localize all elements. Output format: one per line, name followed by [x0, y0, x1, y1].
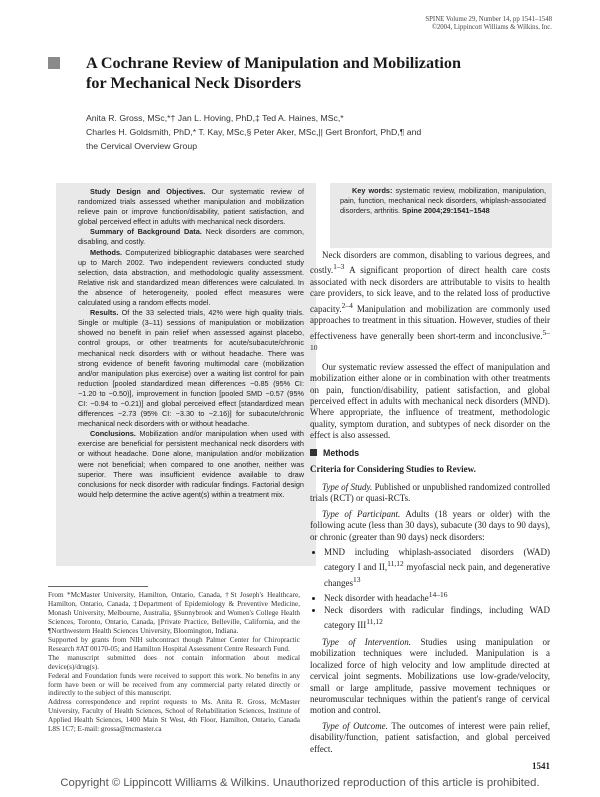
abstract-design-text: Our systematic review of randomized trials assessed whether manipulation and mobilization relieve pain or improve function/disability, patient satisfaction, and global perceived effect in adults with mechanical neck disorders. — [78, 187, 304, 227]
bullet-text: MND including whiplash-associated disorders (WAD) category I and II, — [324, 546, 550, 573]
keywords — [340, 186, 546, 216]
abstract-conclusions-text: Mobilization and/or manipulation when used with exercise are beneficial for persistent mechanical neck disorders with or without headache. Done alone, manipulation and/or mobilization were not beneficial; when compared to one another, neither was superior. There was insufficient evidence available to draw conclusions for neck disorder with radicular findings. Factorial design would help determine the active agent(s) within a treatment mix. — [78, 429, 304, 499]
type-of-outcome-text: The outcomes of interest were pain relief, disability/function, patient satisfaction, and global perceived effect. — [310, 720, 550, 754]
footnote-support: Supported by grants from NIH subcontract though Palmer Center for Chiropractic Research #AT 00170-05; and Hamilton Hospital Assessment Centre Research Fund. — [48, 635, 300, 653]
journal-citation: SPINE Volume 29, Number 14, pp 1541–1548 — [425, 16, 552, 23]
type-of-outcome — [310, 721, 550, 755]
authors-line-1: Anita R. Gross, MSc,*† Jan L. Hoving, PhD,‡ Ted A. Haines, MSc,* — [86, 113, 344, 123]
intro-paragraph-2: Our systematic review assessed the effect of manipulation and mobilization either alone or in combination with other treatments on pain, function/disability, patient satisfaction, and global perceived effect in adults with mechanical neck disorders (MND). Where appropriate, the influence of treatment, methodologic quality, symptom duration, and subtypes of neck disorder on the effect is also assessed. — [310, 361, 550, 441]
body-column — [310, 250, 550, 759]
abstract-methods-text: Computerized bibliographic databases were searched up to March 2002. Two independent reviewers conducted study selection, data abstraction, and methodologic quality assessment. Relative risk and standardized mean differences were calculated. In the absence of heterogeneity, pooled effect measures were calculated using a random effects model. — [78, 247, 304, 308]
title-marker-square — [48, 57, 60, 69]
intro-text-b: A significant proportion of direct health care costs associated with neck disorders are attributable to visits to health care providers, to sick leave, and to the related loss of productive capacity. — [310, 265, 550, 314]
intro-text-c: Manipulation and mobilization are commonly used approaches to treatment in this situation. However, studies of their effectiveness have generally been short-term and inconclusive. — [310, 303, 550, 341]
type-of-participant-label: Type of Participant. — [322, 508, 401, 519]
criteria-heading: Criteria for Considering Studies to Review. — [310, 464, 476, 475]
ref-superscript: 1–3 — [333, 262, 345, 272]
title-line-2: for Mechanical Neck Disorders — [86, 74, 302, 92]
bullet-text: Neck disorders with radicular findings, including WAD category III — [324, 604, 550, 631]
section-marker-square — [310, 449, 317, 456]
type-of-study-label: Type of Study. — [322, 481, 373, 492]
abstract-design — [78, 187, 304, 227]
type-of-study — [310, 482, 550, 505]
list-item — [324, 605, 550, 632]
keywords-citation: Spine 2004;29:1541–1548 — [402, 206, 490, 216]
page-number: 1541 — [532, 761, 550, 771]
type-of-intervention-label: Type of Intervention. — [322, 636, 412, 647]
abstract-methods — [78, 248, 304, 309]
footnote-funds: Federal and Foundation funds were received to support this work. No benefits in any form have been or will be received from any commercial party related directly or indirectly to the subject of this manuscript. — [48, 671, 300, 698]
intro-text-a: Neck disorders are common, disabling to various degrees, and costly. — [310, 250, 550, 276]
abstract-methods-heading: Methods. — [90, 247, 123, 257]
abstract-conclusions — [78, 429, 304, 500]
keywords-heading: Key words: — [352, 186, 393, 195]
abstract-background-heading: Summary of Background Data. — [90, 227, 202, 237]
abstract-background-data — [78, 227, 304, 247]
list-item — [324, 547, 550, 589]
type-of-study-text: Published or unpublished randomized controlled trials (RCT) or quasi-RCTs. — [310, 481, 551, 504]
bullet-text: myofascial neck pain, and degenerative changes — [324, 562, 551, 588]
ref-superscript: 13 — [353, 574, 361, 584]
type-of-intervention-text: Studies using manipulation or mobilization techniques were included. Manipulation is a localized force of high velocity and low amplitude directed at cervical joint segments. Mobilizations use low-grade/velocity, small or large amplitude, passive movement techniques or neuromuscular techniques within the patient's range of cervical motion and control. — [310, 636, 551, 716]
abstract-conclusions-heading: Conclusions. — [90, 429, 136, 439]
type-of-participant — [310, 509, 550, 543]
running-head — [425, 16, 552, 33]
participant-list — [310, 547, 550, 632]
authors-line-2: Charles H. Goldsmith, PhD,* T. Kay, MSc,§ Peter Aker, MSc,|| Gert Bronfort, PhD,¶ and — [86, 127, 422, 137]
ref-superscript: 2–4 — [341, 300, 353, 310]
footnotes — [48, 591, 300, 734]
intro-paragraph-1 — [310, 250, 550, 358]
abstract-results — [78, 308, 304, 429]
abstract-results-heading: Results. — [90, 308, 119, 318]
footnote-affiliations: From *McMaster University, Hamilton, Ontario, Canada, †St Joseph's Healthcare, Hamilton, Ontario, Canada, ‡Department of Epidemiology & Preventive Medicine, Monash University, Melbourne, Australia, §Sunnybrook and Women's College Health Sciences, Toronto, Ontario, Canada, ||Private Practice, Belleville, California, and the ¶Northwestern Health Sciences University, Bloomington, Indiana. — [48, 591, 300, 635]
abstract-design-heading: Study Design and Objectives. — [90, 187, 206, 196]
type-of-intervention — [310, 637, 550, 717]
footnote-divider — [48, 586, 148, 587]
title-line-1: A Cochrane Review of Manipulation and Mobilization — [86, 54, 462, 72]
keywords-text: systematic review, mobilization, manipulation, pain, function, mechanical neck disorders, whiplash-associated disorders, arthritis. — [340, 186, 546, 216]
methods-heading-text: Methods — [323, 447, 360, 458]
footnote-device: The manuscript submitted does not contain information about medical device(s)/drug(s). — [48, 653, 300, 671]
copyright-notice: Copyright © Lippincott Williams & Wilkins. Unauthorized reproduction of this article is prohibited. — [60, 777, 540, 789]
footnote-correspondence: Address correspondence and reprint requests to Ms. Anita R. Gross, McMaster University, Faculty of Health Sciences, School of Rehabilitation Sciences, Institute of Applied Health Sciences, 1400 Main St West, 4th Floor, Hamilton, Ontario, Canada L8S 1C7; E-mail: grossa@mcmaster.ca — [48, 698, 300, 734]
list-item — [324, 589, 550, 604]
article-title — [86, 53, 506, 93]
ref-superscript: 11,12 — [387, 559, 404, 569]
authors-line-3: the Cervical Overview Group — [86, 141, 198, 151]
bullet-text: Neck disorder with headache — [324, 593, 429, 604]
ref-superscript: 11,12 — [366, 617, 383, 627]
abstract-results-text: Of the 33 selected trials, 42% were high quality trials. Single or multiple (3–11) sessions of manipulation or mobilization showed no benefit in pain relief when assessed against placebo, control groups, or other treatments for acute/subacute/chronic mechanical neck disorders with or without headache. There was strong evidence of benefit favoring multimodal care (mobilization and/or manipulation plus exercise) over a waiting list control for pain reduction [pooled standardized mean differences −0.85 (95% CI: −1.20 to −0.50)], improvement in function [pooled SMD −0.57 (95% CI: −0.94 to −0.21)] and global perceived effect [standardized mean differences −2.73 (95% CI: −3.30 to −2.16)] for subacute/chronic mechanical neck disorders with or without headache. — [78, 308, 304, 429]
ref-superscript: 5–10 — [310, 327, 550, 353]
abstract — [78, 187, 304, 500]
publisher-copyright: ©2004, Lippincott Williams & Wilkins, Inc. — [431, 24, 552, 32]
methods-heading — [310, 448, 550, 459]
abstract-background-text: Neck disorders are common, disabling, and costly. — [78, 227, 304, 247]
author-list — [86, 111, 506, 153]
ref-superscript: 14–16 — [428, 590, 448, 600]
type-of-outcome-label: Type of Outcome. — [322, 720, 388, 731]
type-of-participant-text: Adults (18 years or older) with the following acute (less than 30 days), subacute (30 days to 90 days), or chronic (greater than 90 days) neck disorders: — [310, 508, 551, 542]
